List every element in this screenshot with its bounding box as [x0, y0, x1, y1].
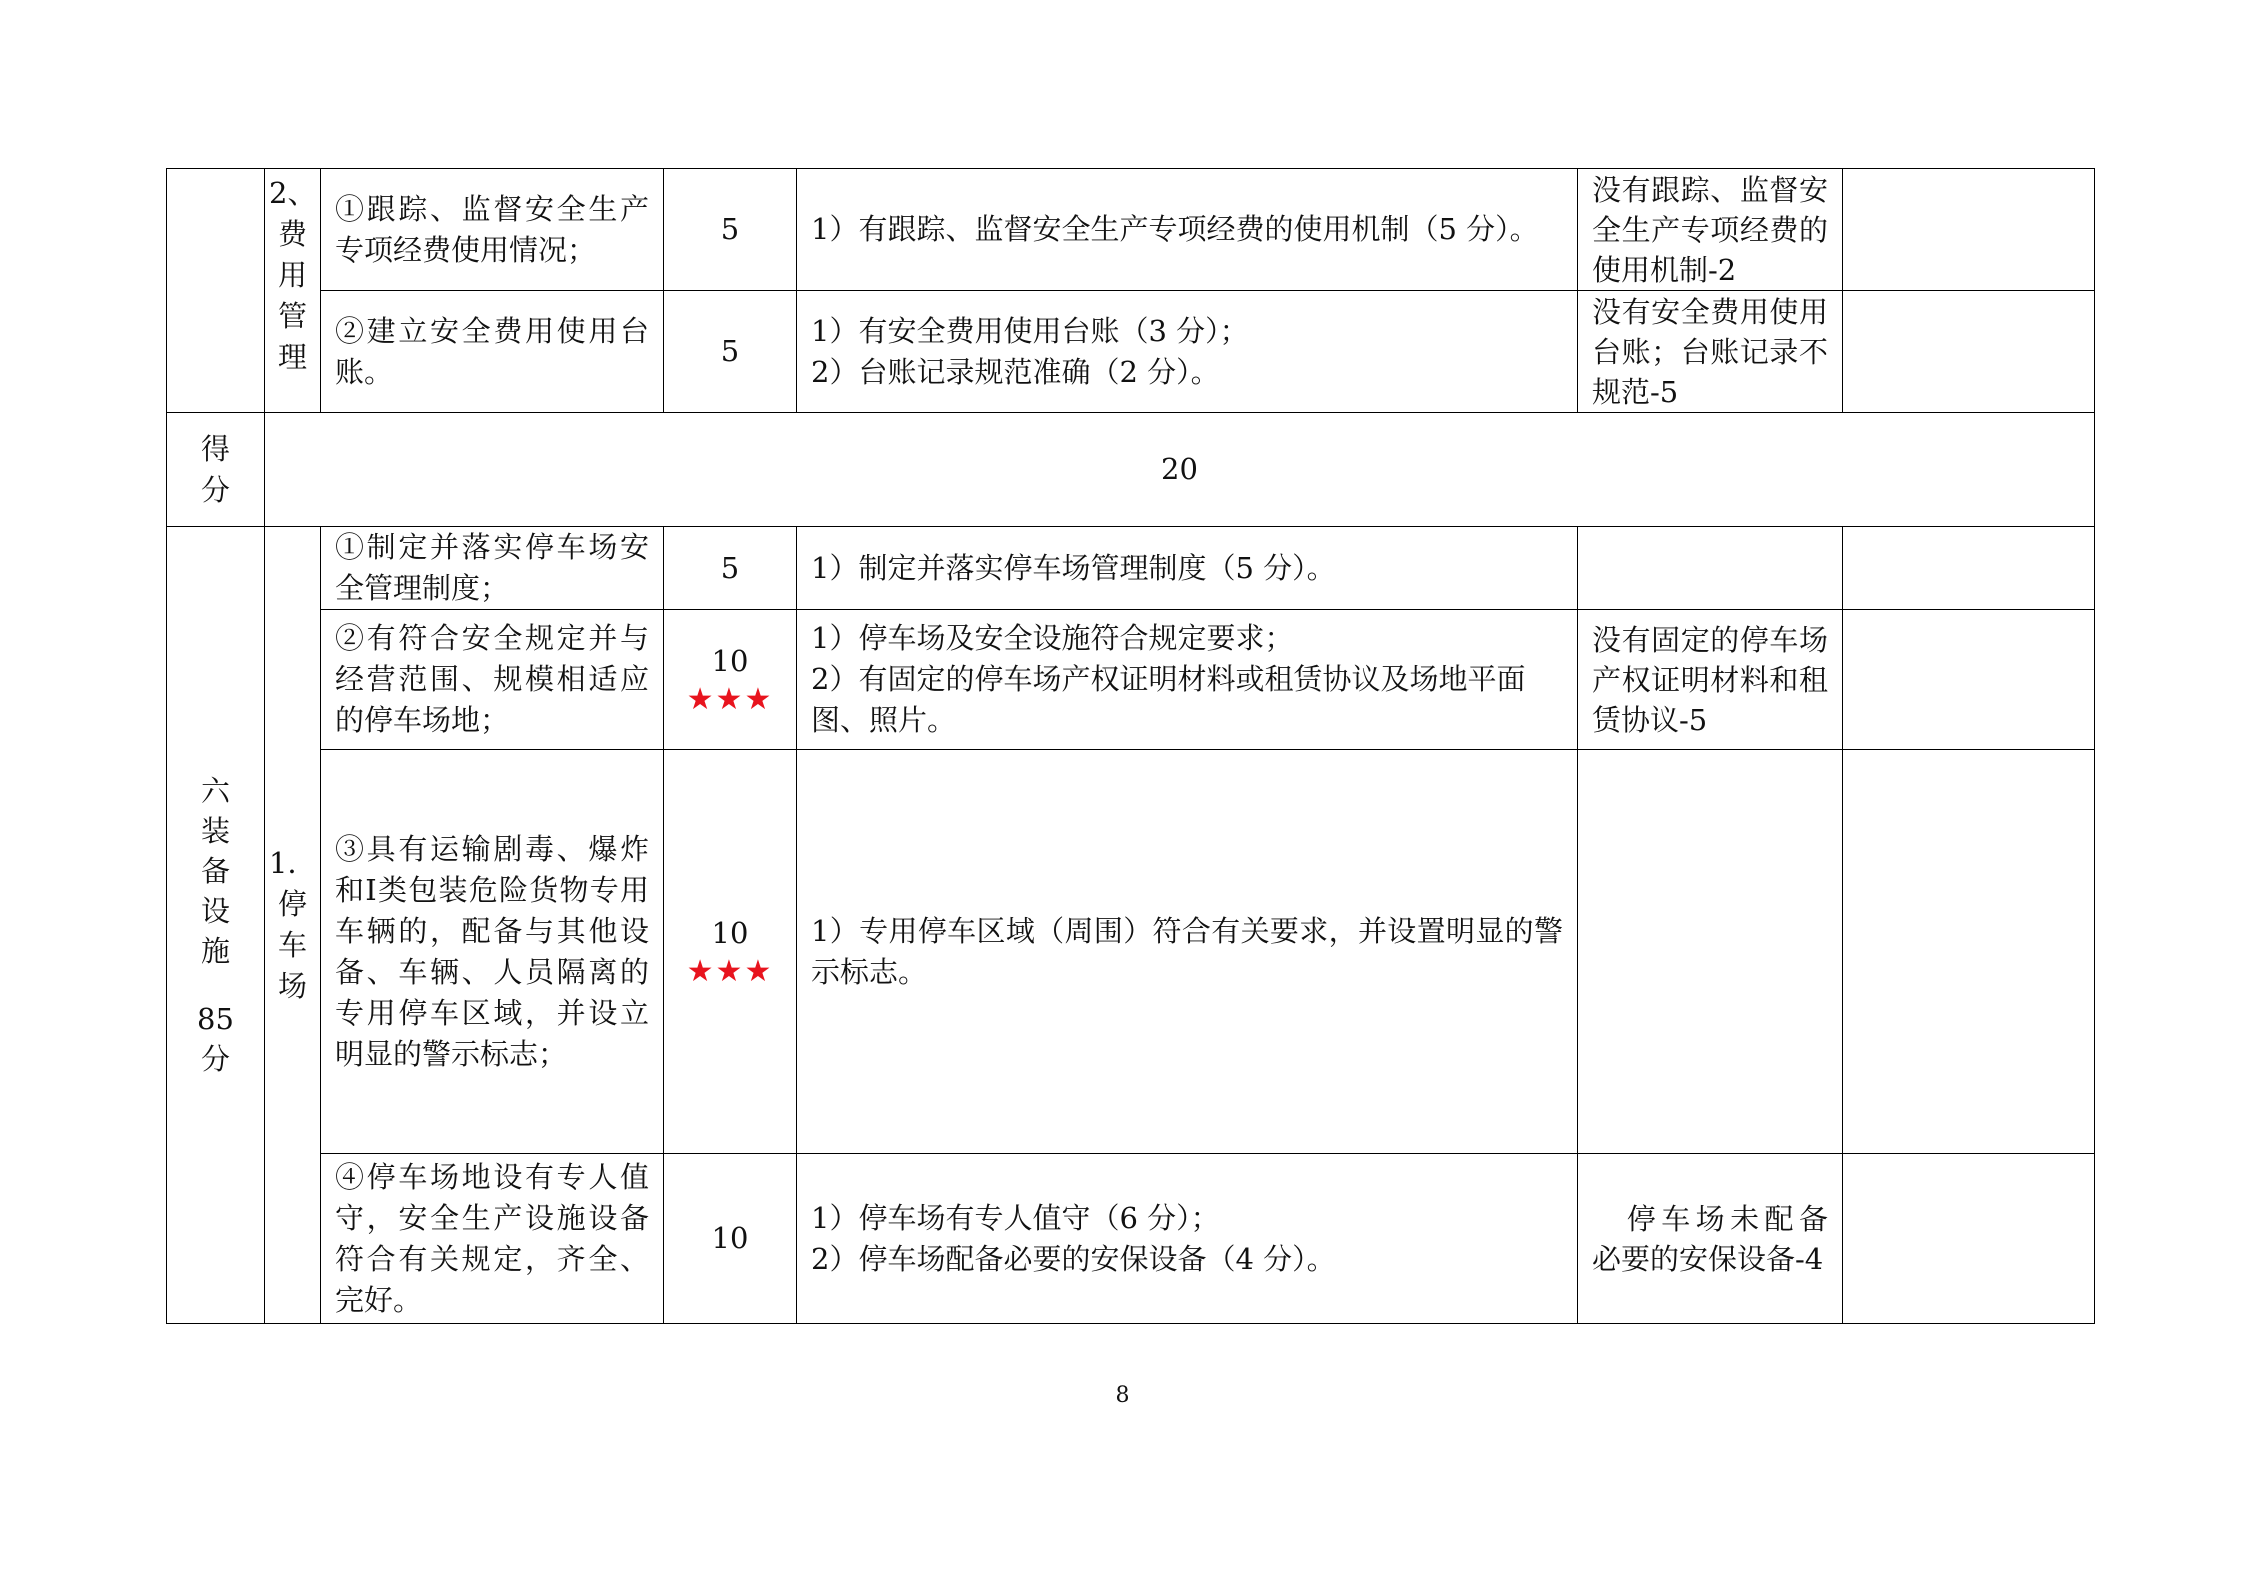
- evaluation-table: [166, 168, 2095, 1324]
- result-cell: [1843, 291, 2095, 413]
- deduction-cell: 没有安全费用使用台账；台账记录不规范-5: [1578, 291, 1843, 413]
- star-rating-icon: ★★★: [686, 954, 774, 989]
- item-score: 10: [711, 644, 749, 678]
- item-score: 5: [664, 527, 797, 610]
- result-cell: [1843, 169, 2095, 291]
- page-number: 8: [1115, 1383, 1130, 1408]
- criteria-line: 1）有安全费用使用台账（3 分）；: [811, 313, 1249, 348]
- criteria-line: 1）停车场有专人值守（6 分）；: [811, 1200, 1220, 1235]
- result-cell: [1843, 1154, 2095, 1324]
- sub-category-cost: 2、费用管理: [265, 169, 321, 413]
- criteria-line: 1）有跟踪、监督安全生产专项经费的使用机制（5 分）。: [811, 212, 1539, 246]
- table-row: [167, 1154, 2095, 1324]
- result-cell: [1843, 527, 2095, 610]
- item-text: ①制定并落实停车场安全管理制度；: [321, 527, 664, 610]
- item-text: ①跟踪、监督安全生产专项经费使用情况；: [321, 169, 664, 291]
- item-score: 5: [664, 169, 797, 291]
- criteria-cell: [797, 1154, 1578, 1324]
- table-row: [167, 527, 2095, 610]
- criteria-line: 2）有固定的停车场产权证明材料或租赁协议及场地平面图、照片。: [811, 662, 1526, 737]
- criteria-line: 1）专用停车区域（周围）符合有关要求，并设置明显的警示标志。: [811, 913, 1563, 989]
- criteria-line: 1）制定并落实停车场管理制度（5 分）。: [811, 550, 1336, 585]
- item-score: 10: [664, 1154, 797, 1324]
- table-row: [167, 169, 2095, 291]
- item-text: ③具有运输剧毒、爆炸和Ⅰ类包装危险货物专用车辆的，配备与其他设备、车辆、人员隔离的专用停车区域，并设立明显的警示标志；: [321, 750, 664, 1154]
- category-cell-empty: [167, 169, 265, 413]
- table-row: [167, 291, 2095, 413]
- criteria-cell: [797, 750, 1578, 1154]
- category-points: 85: [197, 1002, 234, 1036]
- item-text: ②建立安全费用使用台账。: [321, 291, 664, 413]
- item-score-cell: [664, 610, 797, 750]
- criteria-line: 2）台账记录规范准确（2 分）。: [811, 354, 1220, 389]
- deduction-cell: 没有跟踪、监督安全生产专项经费的使用机制-2: [1578, 169, 1843, 291]
- item-score-cell: [664, 750, 797, 1154]
- deduction-cell: [1578, 750, 1843, 1154]
- sub-category-parking: 1．停车场: [265, 527, 321, 1324]
- table-row: [167, 750, 2095, 1154]
- category-equipment: [167, 527, 265, 1324]
- deduction-cell: [1578, 527, 1843, 610]
- item-score: 10: [711, 916, 749, 950]
- score-row: [167, 413, 2095, 527]
- criteria-cell: [797, 169, 1578, 291]
- table-row: [167, 610, 2095, 750]
- score-value: 20: [265, 413, 2095, 527]
- criteria-line: 2）停车场配备必要的安保设备（4 分）。: [811, 1241, 1336, 1276]
- criteria-cell: [797, 610, 1578, 750]
- result-cell: [1843, 750, 2095, 1154]
- star-rating-icon: ★★★: [686, 682, 774, 717]
- category-points-unit: 分: [200, 1042, 230, 1076]
- criteria-line: 1）停车场及安全设施符合规定要求；: [811, 621, 1294, 655]
- category-label: 六装备设施: [200, 774, 230, 968]
- criteria-cell: [797, 527, 1578, 610]
- score-label: 得分: [167, 413, 265, 527]
- criteria-cell: [797, 291, 1578, 413]
- deduction-cell: 没有固定的停车场产权证明材料和租赁协议-5: [1578, 610, 1843, 750]
- item-text: ④停车场地设有专人值守，安全生产设施设备符合有关规定，齐全、完好。: [321, 1154, 664, 1324]
- item-text: ②有符合安全规定并与经营范围、规模相适应的停车场地；: [321, 610, 664, 750]
- deduction-cell: 停车场未配备必要的安保设备-4: [1578, 1154, 1843, 1324]
- item-score: 5: [664, 291, 797, 413]
- result-cell: [1843, 610, 2095, 750]
